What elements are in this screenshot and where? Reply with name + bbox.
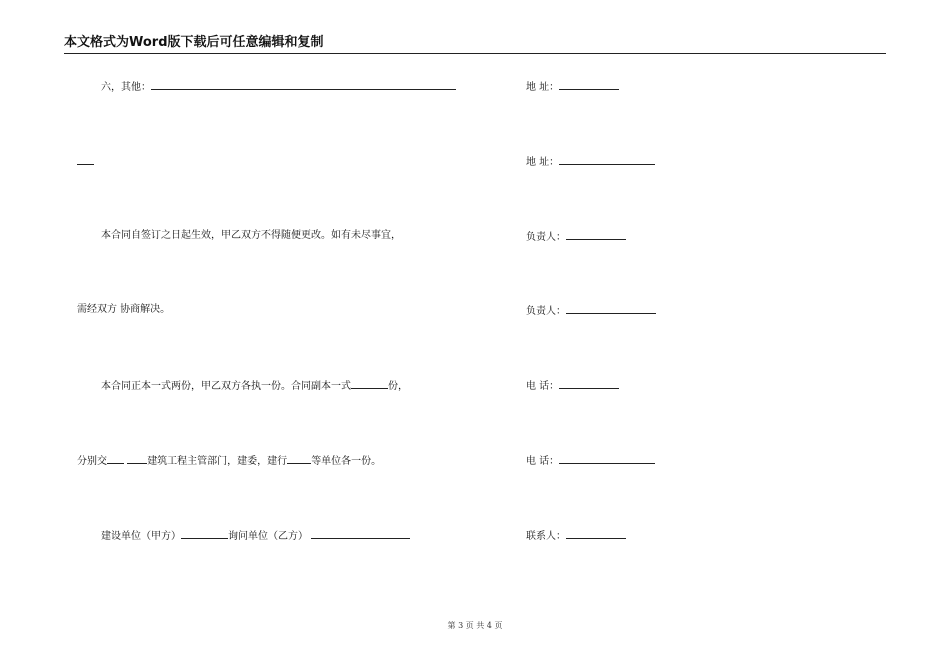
effective-clause-text: 本合同自签订之日起生效，甲乙双方不得随便更改。如有未尽事宜， [101, 230, 401, 241]
responsible-blank-2[interactable] [566, 303, 656, 314]
page-footer [0, 621, 950, 631]
copies-clause-line1 [101, 378, 408, 394]
phone-field-2 [526, 453, 655, 469]
phone-blank-1[interactable] [559, 378, 619, 389]
distribution-blank-1[interactable] [107, 453, 124, 464]
signature-parties [101, 528, 410, 544]
contact-label: 联系人： [526, 531, 566, 542]
effective-clause-line2 [77, 303, 170, 317]
clause-six-blank[interactable] [151, 79, 456, 90]
responsible-label-2: 负责人： [526, 306, 566, 317]
header-title: 本文格式为Word版下载后可任意编辑和复制 [64, 35, 324, 50]
phone-label-1: 电 话： [526, 381, 560, 392]
page-number: 第 3 页 共 4 页 [447, 621, 503, 630]
copies-count-blank[interactable] [351, 378, 388, 389]
responsible-label-1: 负责人： [526, 232, 566, 243]
page-header [64, 35, 886, 54]
address-field-2 [526, 154, 655, 170]
clause-six-label: 六，其他： [101, 82, 151, 93]
address-field-1 [526, 79, 619, 95]
party-b-blank[interactable] [311, 528, 410, 539]
responsible-field-1 [526, 229, 626, 245]
distribution-prefix: 分别交 [77, 456, 107, 467]
address-blank-1[interactable] [559, 79, 619, 90]
responsible-blank-1[interactable] [566, 229, 626, 240]
party-a-label: 建设单位（甲方） [101, 531, 181, 542]
clause-six-continuation-blank[interactable] [77, 154, 94, 165]
copies-clause-text: 本合同正本一式两份，甲乙双方各执一份。合同副本一式 [101, 381, 351, 392]
phone-label-2: 电 话： [526, 456, 560, 467]
distribution-middle: 建筑工程主管部门，建委，建行 [147, 456, 288, 467]
copies-clause-line2 [77, 453, 381, 469]
phone-field-1 [526, 378, 619, 394]
responsible-field-2 [526, 303, 656, 319]
address-label-2: 地 址： [526, 157, 560, 168]
distribution-suffix: 等单位各一份。 [311, 456, 382, 467]
effective-clause-continuation: 需经双方 协商解决。 [77, 304, 171, 315]
party-b-label: 询问单位（乙方） [228, 531, 308, 542]
distribution-blank-2[interactable] [127, 453, 147, 464]
clause-six-continuation [77, 154, 94, 170]
effective-clause-line1 [101, 229, 401, 243]
phone-blank-2[interactable] [559, 453, 655, 464]
address-label-1: 地 址： [526, 82, 560, 93]
distribution-blank-3[interactable] [287, 453, 311, 464]
contact-field [526, 528, 626, 544]
contact-blank[interactable] [566, 528, 626, 539]
clause-six-other [101, 79, 456, 95]
address-blank-2[interactable] [559, 154, 655, 165]
copies-clause-suffix: 份， [388, 381, 408, 392]
party-a-blank[interactable] [181, 528, 228, 539]
